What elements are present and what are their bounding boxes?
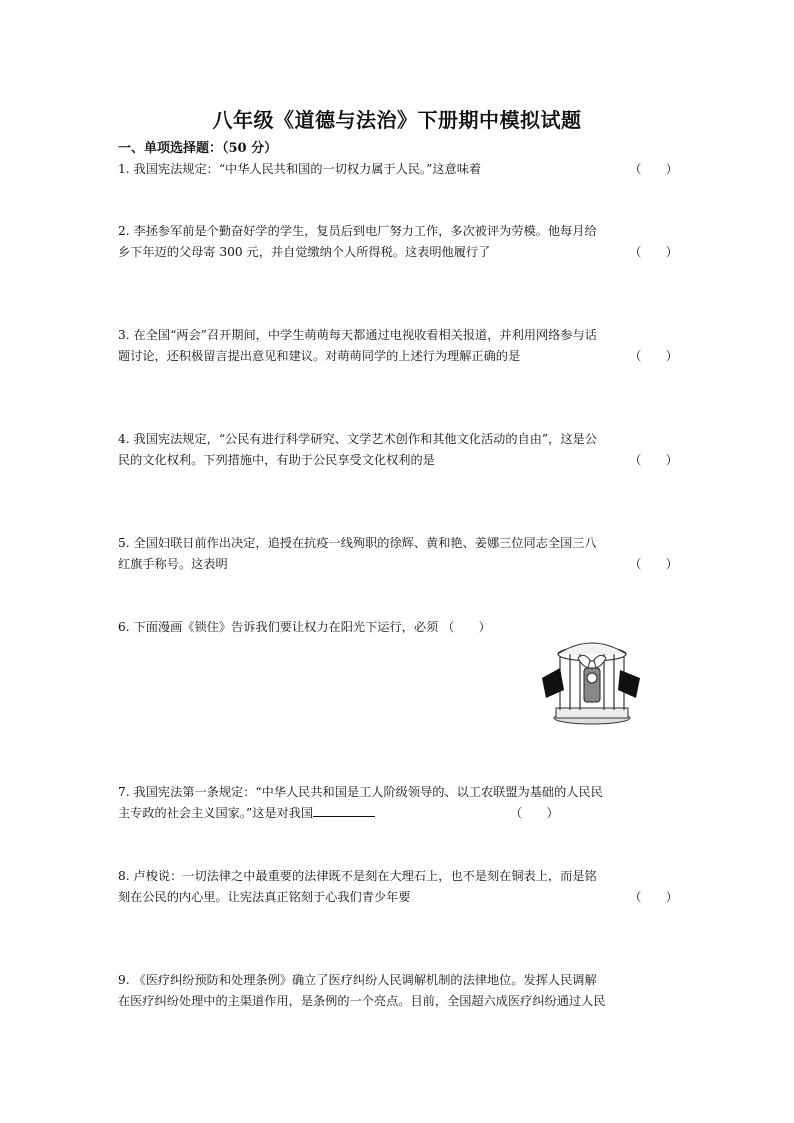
q8-stem-line1: 8. 卢梭说：一切法律之中最重要的法律既不是刻在大理石上，也不是刻在铜表上，而是铭 [118,869,597,883]
q1-stem [118,160,678,178]
answer-blank: （ ） [629,557,678,571]
q2-stem-line2 [118,243,678,261]
answer-blank: （ ） [629,890,678,904]
q5-stem-line1: 5. 全国妇联日前作出决定，追授在抗疫一线殉职的徐辉、黄和艳、姜娜三位同志全国三八 [118,536,597,550]
q1-stem-text: 1. 我国宪法规定：“中华人民共和国的一切权力属于人民。”这意味着 [118,162,482,176]
q2-stem-line1: 2. 李拯参军前是个勤奋好学的学生，复员后到电厂努力工作，多次被评为劳模。他每月给 [118,224,597,238]
answer-blank: （ ） [629,162,678,176]
q5-stem-line2 [118,555,678,573]
q6-stem-text: 6. 下面漫画《锁住》告诉我们要让权力在阳光下运行，必须 [118,620,439,634]
answer-blank: （ ） [629,245,678,259]
answer-blank: （ ） [629,349,678,363]
q9-stem-line1: 9. 《医疗纠纷预防和处理条例》确立了医疗纠纷人民调解机制的法律地位。发挥人民调解 [118,973,597,987]
q5-stem-text: 红旗手称号。这表明 [118,557,228,571]
q3-stem-line1: 3. 在全国“两会”召开期间，中学生萌萌每天都通过电视收看相关报道，并利用网络参与话 [118,328,597,342]
page-title: 八年级《道德与法治》下册期中模拟试题 [212,108,582,132]
q8-stem-line2 [118,888,678,906]
answer-blank: （ ） [510,806,559,820]
q7-stem-line2 [118,804,678,822]
q4-stem-line1: 4. 我国宪法规定，“公民有进行科学研究、文学艺术创作和其他文化活动的自由”，这是公 [118,432,597,446]
section-heading: 一、单项选择题：（50 分） [118,141,278,156]
q3-stem-text: 题讨论，还积极留言提出意见和建议。对萌萌同学的上述行为理解正确的是 [118,349,521,363]
q2-stem-text: 乡下年迈的父母寄 300 元，并自觉缴纳个人所得税。这表明他履行了 [118,245,491,259]
q7-stem-text: 主专政的社会主义国家。”这是对我国 [118,806,314,820]
answer-blank: （ ） [629,453,678,467]
q8-stem-text: 刻在公民的内心里。让宪法真正铭刻于心我们青少年要 [118,890,411,904]
q4-stem-text: 民的文化权利。下列措施中，有助于公民享受文化权利的是 [118,453,435,467]
q4-stem-line2 [118,451,678,469]
answer-blank: （ ） [442,620,491,634]
fill-blank [313,804,375,817]
cartoon-lock-illustration [540,638,642,726]
q7-stem-line1: 7. 我国宪法第一条规定：“中华人民共和国是工人阶级领导的、以工农联盟为基础的人民民 [118,785,603,799]
q3-stem-line2 [118,347,678,365]
q9-stem-line2: 在医疗纠纷处理中的主渠道作用，是条例的一个亮点。目前，全国超六成医疗纠纷通过人民 [118,994,606,1008]
q6-stem [118,618,678,636]
